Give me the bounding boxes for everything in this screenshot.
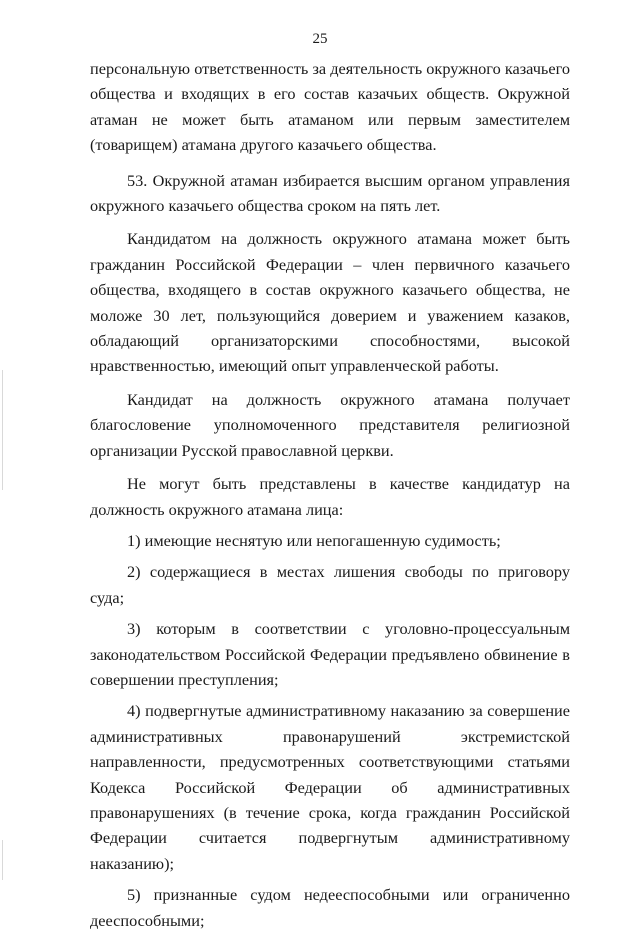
paragraph-item-53: 53. Окружной атаман избирается высшим органом управления окружного казачьего общества сроком на пять лет. — [90, 170, 570, 216]
scan-edge-mark — [2, 840, 3, 880]
list-item-3: 3) которым в соответствии с уголовно-процессуальным законодательством Российской Федерации предъявлено обвинение в совершении преступления; — [90, 619, 570, 689]
paragraph-exclusions-intro: Не могут быть представлены в качестве кандидатур на должность окружного атамана лица: — [90, 474, 570, 519]
document-body — [90, 56, 570, 933]
page-number: 25 — [312, 31, 328, 47]
list-item-5: 5) признанные судом недееспособными или ограниченно дееспособными; — [90, 885, 570, 930]
list-item-2: 2) содержащиеся в местах лишения свободы по приговору суда; — [90, 562, 570, 607]
paragraph-candidate-requirements: Кандидатом на должность окружного атамана может быть гражданин Российской Федерации – член первичного казачьего общества, входящего в состав окружного казачьего общества, не моложе 30 лет, пользующийся доверием и уважением казаков, обладающий организаторскими способностями, высокой нравственностью, имеющий опыт управленческой работы. — [90, 229, 570, 376]
list-item-4: 4) подвергнутые административному наказанию за совершение административных правонарушений экстремистской направленности, предусмотренных соответствующими статьями Кодекса Российской Федерации об административных правонарушениях (в течение срока, когда гражданин Российской Федерации считается подвергнутым административному наказанию); — [90, 701, 570, 873]
paragraph-blessing: Кандидат на должность окружного атамана получает благословение уполномоченного представителя религиозной организации Русской православной церкви. — [90, 389, 570, 460]
paragraph-continuation: персональную ответственность за деятельность окружного казачьего общества и входящих в его состав казачьих обществ. Окружной атаман не может быть атаманом или первым заместителем (товарищем) атамана другого казачьего общества. — [90, 59, 570, 155]
list-item-1: 1) имеющие неснятую или непогашенную судимость; — [127, 530, 501, 550]
scan-edge-mark — [2, 370, 3, 490]
